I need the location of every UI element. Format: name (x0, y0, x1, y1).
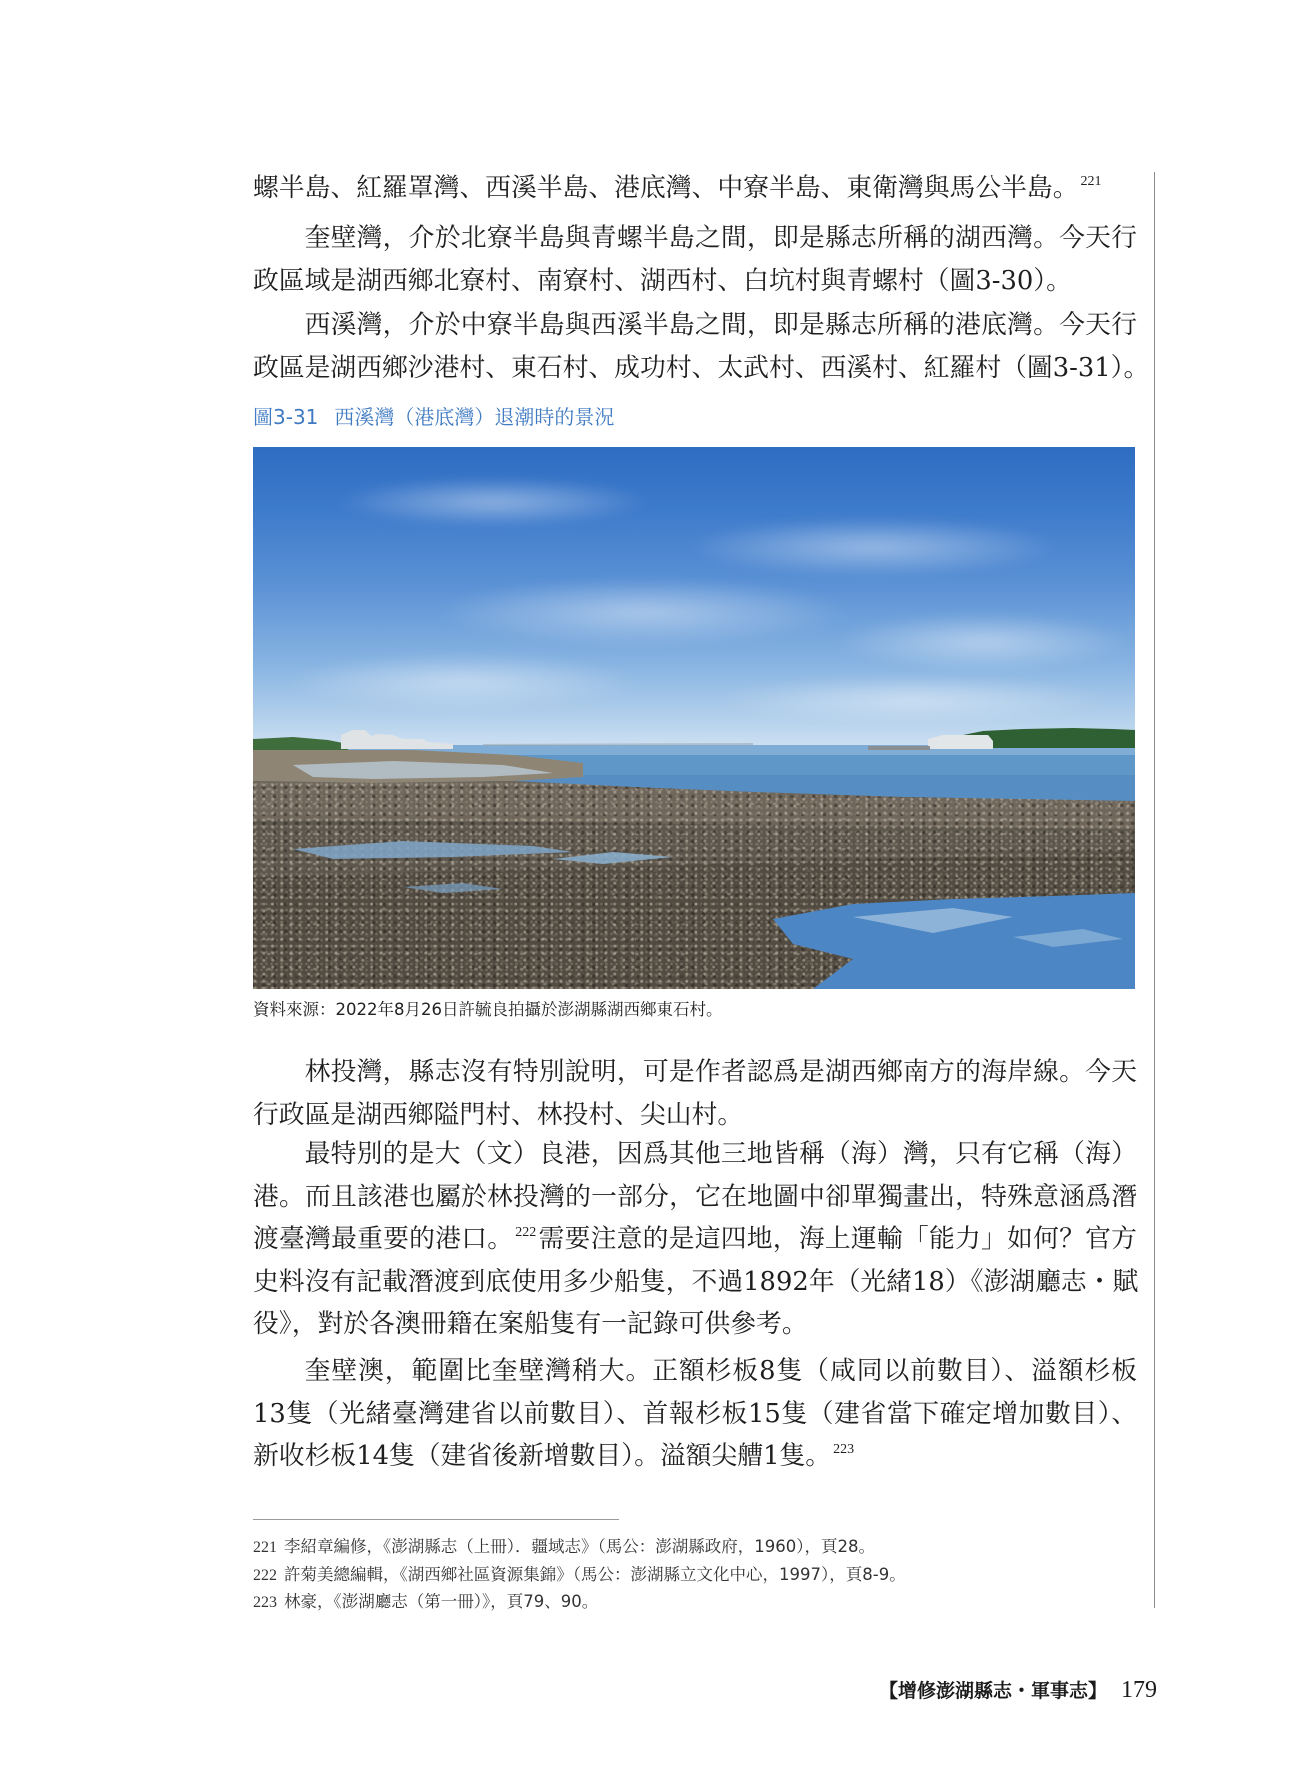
paragraph-lintou-bay (253, 1051, 1137, 1136)
footnote-ref: 222 (515, 1225, 537, 1240)
photo-tide-pools (253, 447, 1135, 989)
footnote-text: 李紹章編修，《澎湖縣志（上冊）．疆域志》（馬公：澎湖縣政府，1960），頁28。 (284, 1537, 875, 1556)
photo-pool (403, 883, 503, 893)
footnote-ref: 223 (833, 1442, 855, 1457)
paragraph-kuibi-bay (253, 217, 1137, 302)
footnote-divider (253, 1519, 619, 1520)
footnote-number: 223 (253, 1594, 277, 1611)
line-text: 13隻（光緒臺灣建省以前數目）、首報杉板15隻（建省當下確定增加數目）、 (253, 1398, 1137, 1429)
text-line (253, 1176, 1137, 1219)
text-line (253, 217, 1137, 260)
line-text: 新收杉板14隻（建省後新增數目）。溢額尖艚1隻。 (253, 1441, 832, 1471)
figure-photo (253, 447, 1135, 989)
text-line (253, 1435, 1137, 1478)
paragraph-xixi-bay (253, 304, 1150, 389)
footnote (253, 1533, 906, 1561)
text-line (253, 167, 1137, 210)
footnotes (253, 1533, 906, 1616)
line-text: 政區域是湖西鄉北寮村、南寮村、湖西村、白坑村與青螺村（圖3-30）。 (253, 265, 1072, 296)
line-text: 最特別的是大（文）良港，因爲其他三地皆稱（海）灣，只有它稱（海） (304, 1139, 1137, 1169)
line-text: 螺半島、紅羅罩灣、西溪半島、港底灣、中寮半島、東衛灣與馬公半島。 (253, 173, 1079, 203)
text-line (253, 304, 1137, 347)
paragraph-daliang-port (253, 1133, 1137, 1346)
footnote-ref: 221 (1080, 174, 1102, 189)
paragraph-kuibi-ao (253, 1350, 1137, 1478)
figure-caption (253, 404, 614, 430)
book-title: 【增修澎湖縣志・軍事志】 (878, 1680, 1107, 1702)
photo-pool (293, 841, 573, 859)
text-line (253, 347, 1150, 390)
footnote (253, 1561, 906, 1589)
footnote-number: 222 (253, 1566, 277, 1584)
line-text: 奎壁澳，範圍比奎壁灣稍大。正額杉板8隻（咸同以前數目）、溢額杉板 (304, 1356, 1137, 1386)
footnote-text: 許菊美總編輯，《湖西鄉社區資源集錦》（馬公：澎湖縣立文化中心，1997），頁8-9。 (284, 1564, 906, 1584)
photo-pool (553, 852, 673, 864)
figure-label: 圖3-31 (253, 405, 319, 429)
line-text: 奎壁灣，介於北寮半島與青螺半島之間，即是縣志所稱的湖西灣。今天行 (304, 223, 1137, 253)
line-text: 政區是湖西鄉沙港村、東石村、成功村、太武村、西溪村、紅羅村（圖3-31）。 (253, 352, 1150, 383)
line-text: 西溪灣，介於中寮半島與西溪半島之間，即是縣志所稱的港底灣。今天行 (304, 310, 1137, 340)
figure-title: 西溪灣（港底灣）退潮時的景況 (334, 405, 615, 429)
line-text: 港。而且該港也屬於林投灣的一部分，它在地圖中卻單獨畫出，特殊意涵爲潛 (253, 1181, 1137, 1212)
line-text: 渡臺灣最重要的港口。 (253, 1224, 514, 1254)
text-line (253, 1094, 1137, 1137)
figure-source: 資料來源：2022年8月26日許毓良拍攝於澎湖縣湖西鄉東石村。 (253, 1000, 723, 1019)
text-line (253, 1303, 1137, 1346)
margin-rule (1154, 172, 1155, 1608)
text-line (253, 1350, 1137, 1393)
line-text: 需要注意的是這四地，海上運輸「能力」如何？官方 (538, 1224, 1137, 1254)
text-line (253, 1218, 1137, 1261)
text-line (253, 1261, 1137, 1304)
line-text: 林投灣，縣志沒有特別說明，可是作者認爲是湖西鄉南方的海岸線。今天 (304, 1057, 1137, 1087)
text-line (253, 260, 1137, 303)
footnote-number: 221 (253, 1539, 277, 1556)
running-footer (879, 1676, 1157, 1704)
line-text: 史料沒有記載潛渡到底使用多少船隻，不過1892年（光緒18）《澎湖廳志・賦 (253, 1266, 1139, 1297)
paragraph-continuation (253, 167, 1137, 210)
line-text: 役》，對於各澳冊籍在案船隻有一記錄可供參考。 (253, 1309, 808, 1339)
footnote (253, 1588, 906, 1616)
line-text: 行政區是湖西鄉隘門村、林投村、尖山村。 (253, 1099, 744, 1130)
text-line (253, 1393, 1137, 1436)
text-line (253, 1133, 1137, 1176)
page-number: 179 (1121, 1677, 1157, 1703)
text-line (253, 1051, 1137, 1094)
footnote-text: 林豪，《澎湖廳志（第一冊）》，頁79、90。 (284, 1592, 599, 1611)
